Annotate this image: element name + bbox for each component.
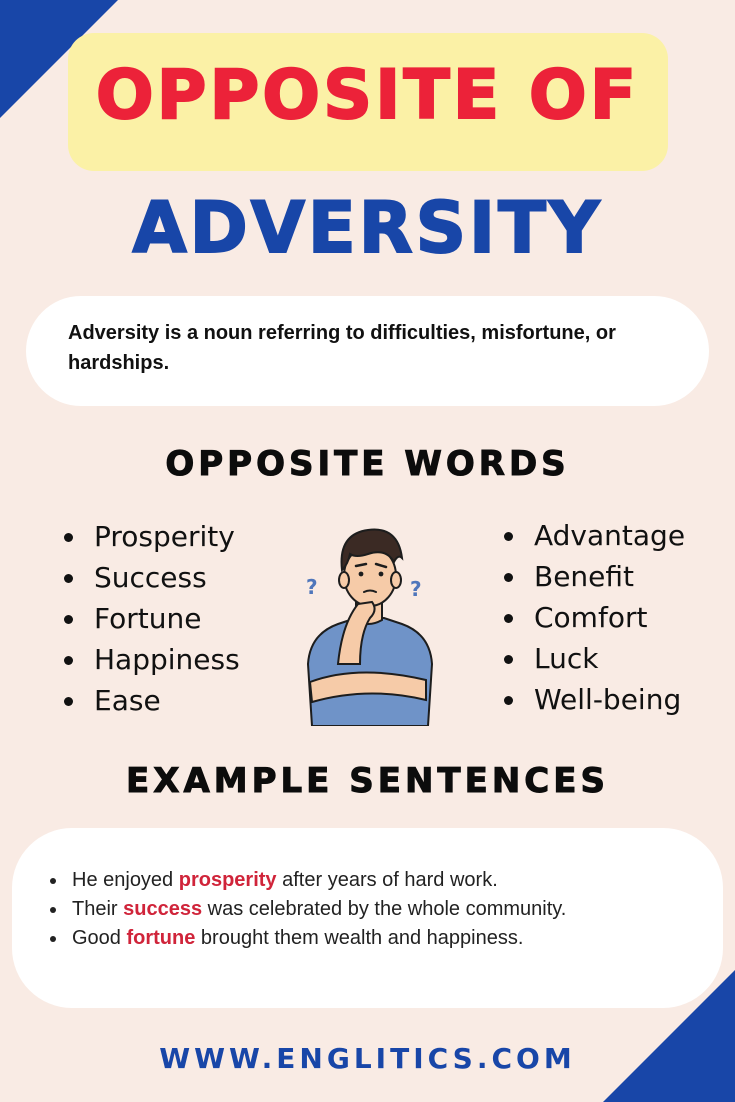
list-item: Fortune — [64, 598, 240, 639]
highlighted-word: fortune — [126, 927, 196, 949]
sentence-end: after years of hard work. — [276, 869, 498, 891]
list-item: Luck — [504, 638, 685, 679]
footer-website-url: WWW.ENGLITICS.COM — [159, 1042, 576, 1075]
list-item: Comfort — [504, 597, 685, 638]
question-mark-icon: ? — [306, 575, 318, 599]
opposite-words-list-left — [64, 516, 240, 721]
example-sentence — [72, 895, 683, 924]
highlighted-word: success — [123, 898, 203, 920]
definition-box — [26, 296, 709, 406]
highlighted-word: prosperity — [178, 869, 277, 891]
sentence-start: He enjoyed — [72, 869, 179, 891]
sentence-start: Their — [72, 898, 124, 920]
sentence-end: was celebrated by the whole community. — [202, 898, 567, 920]
example-sentence — [72, 924, 683, 953]
example-sentences-list — [72, 866, 683, 953]
list-item: Advantage — [504, 515, 685, 556]
thinking-person-illustration — [298, 514, 438, 726]
list-item: Benefit — [504, 556, 685, 597]
example-sentences-heading: EXAMPLE SENTENCES — [126, 761, 609, 801]
list-item: Well-being — [504, 679, 685, 720]
definition-text: Adversity is a noun referring to difficulties, misfortune, or hardships. — [68, 322, 616, 374]
title-line-1: OPPOSITE OF — [95, 56, 640, 135]
list-item: Happiness — [64, 639, 240, 680]
list-item: Ease — [64, 680, 240, 721]
example-sentences-box — [12, 828, 723, 1008]
title-line-2: ADVERSITY — [132, 187, 603, 269]
opposite-words-heading: OPPOSITE WORDS — [165, 444, 570, 484]
sentence-end: brought them wealth and happiness. — [195, 927, 524, 949]
list-item: Prosperity — [64, 516, 240, 557]
list-item: Success — [64, 557, 240, 598]
example-sentence — [72, 866, 683, 895]
question-mark-icon: ? — [410, 577, 422, 601]
opposite-words-list-right — [504, 515, 685, 720]
sentence-start: Good — [72, 927, 127, 949]
